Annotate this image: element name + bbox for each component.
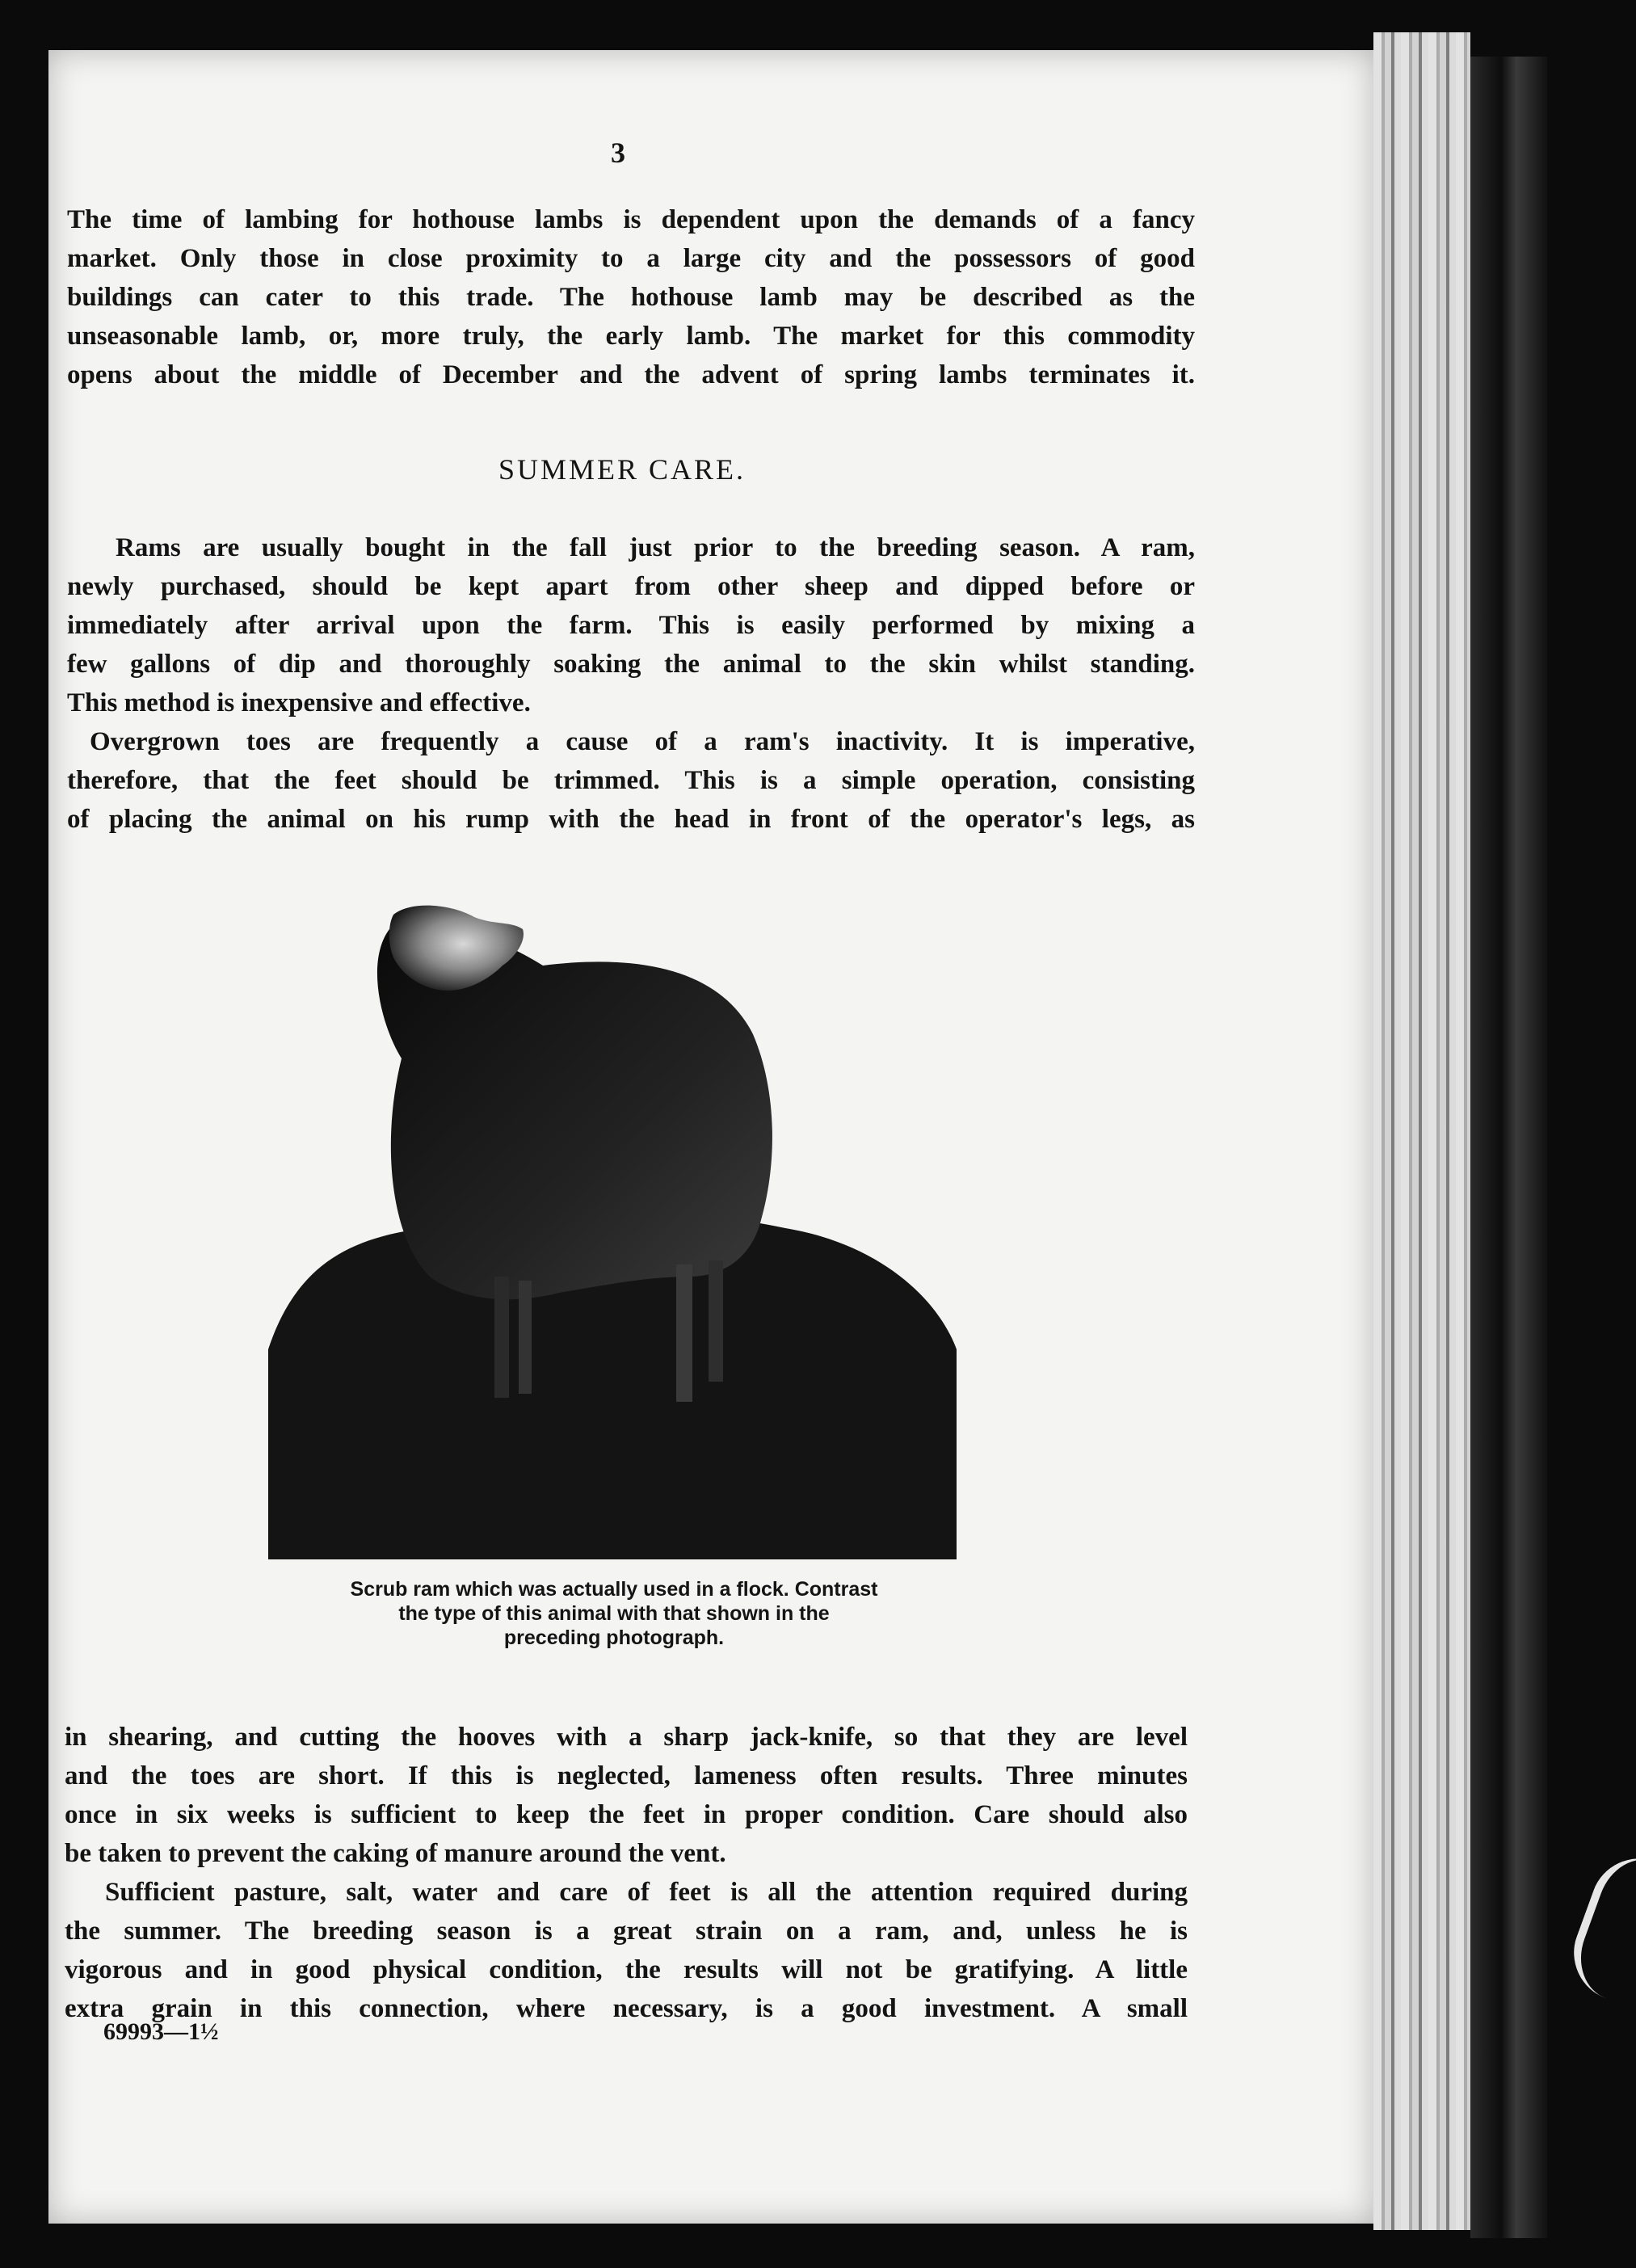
- ram-leg: [494, 1277, 509, 1398]
- paragraph-hothouse-lambs: [67, 200, 1195, 394]
- text-line: few gallons of dip and thoroughly soaking the animal to the skin whilst standing.: [67, 650, 1195, 679]
- text-line: therefore, that the feet should be trimmed. This is a simple operation, consisting: [67, 766, 1195, 795]
- edge-mark: [1560, 1845, 1636, 2001]
- text-line: of placing the animal on his rump with the head in front of the operator's legs, as: [67, 805, 1195, 834]
- text-line: in shearing, and cutting the hooves with a sharp jack-knife, so that they are level: [65, 1723, 1188, 1752]
- text-line: opens about the middle of December and the advent of spring lambs terminates it.: [67, 360, 1195, 389]
- text-line: Overgrown toes are frequently a cause of a ram's inactivity. It is imperative,: [90, 727, 1195, 756]
- photo-caption: [291, 1577, 937, 1650]
- text-line: be taken to prevent the caking of manure around the vent.: [65, 1839, 726, 1868]
- ram-leg: [676, 1264, 692, 1402]
- ram-leg: [709, 1260, 723, 1382]
- text-line: and the toes are short. If this is neglected, lameness often results. Three minutes: [65, 1761, 1188, 1790]
- paragraph-sufficient-pasture: [65, 1873, 1188, 2028]
- caption-line: preceding photograph.: [503, 1626, 725, 1649]
- text-line: market. Only those in close proximity to a large city and the possessors of good: [67, 244, 1195, 273]
- text-line: the summer. The breeding season is a great strain on a ram, and, unless he is: [65, 1917, 1188, 1946]
- book-binding: [1470, 57, 1547, 2238]
- text-line: The time of lambing for hothouse lambs is dependent upon the demands of a fancy: [67, 205, 1195, 234]
- ram-leg: [519, 1281, 532, 1394]
- caption-line: Scrub ram which was actually used in a flock. Contrast: [350, 1578, 878, 1601]
- text-line: once in six weeks is sufficient to keep the feet in proper condition. Care should also: [65, 1800, 1188, 1829]
- text-line: Sufficient pasture, salt, water and care of feet is all the attention required during: [105, 1878, 1188, 1907]
- scrub-ram-photograph: [268, 897, 957, 1559]
- text-line: Rams are usually bought in the fall just prior to the breeding season. A ram,: [116, 533, 1195, 562]
- text-line: newly purchased, should be kept apart from other sheep and dipped before or: [67, 572, 1195, 601]
- text-line: immediately after arrival upon the farm. This is easily performed by mixing a: [67, 611, 1195, 640]
- paragraph-overgrown-toes: [67, 722, 1195, 839]
- page-stack-edge: [1373, 32, 1470, 2230]
- section-heading: SUMMER CARE.: [498, 453, 747, 486]
- paragraph-rams-bought: [67, 528, 1195, 722]
- page-number: 3: [611, 137, 625, 169]
- footer-print-code: 69993—1½: [103, 2018, 219, 2045]
- caption-line: the type of this animal with that shown in the: [398, 1602, 830, 1625]
- paragraph-shearing: [65, 1718, 1188, 1873]
- text-line: unseasonable lamb, or, more truly, the early lamb. The market for this commodity: [67, 322, 1195, 351]
- text-line: This method is inexpensive and effective.: [67, 688, 531, 717]
- text-line: extra grain in this connection, where necessary, is a good investment. A small: [65, 1994, 1188, 2023]
- text-line: buildings can cater to this trade. The hothouse lamb may be described as the: [67, 283, 1195, 312]
- text-line: vigorous and in good physical condition, the results will not be gratifying. A little: [65, 1955, 1188, 1984]
